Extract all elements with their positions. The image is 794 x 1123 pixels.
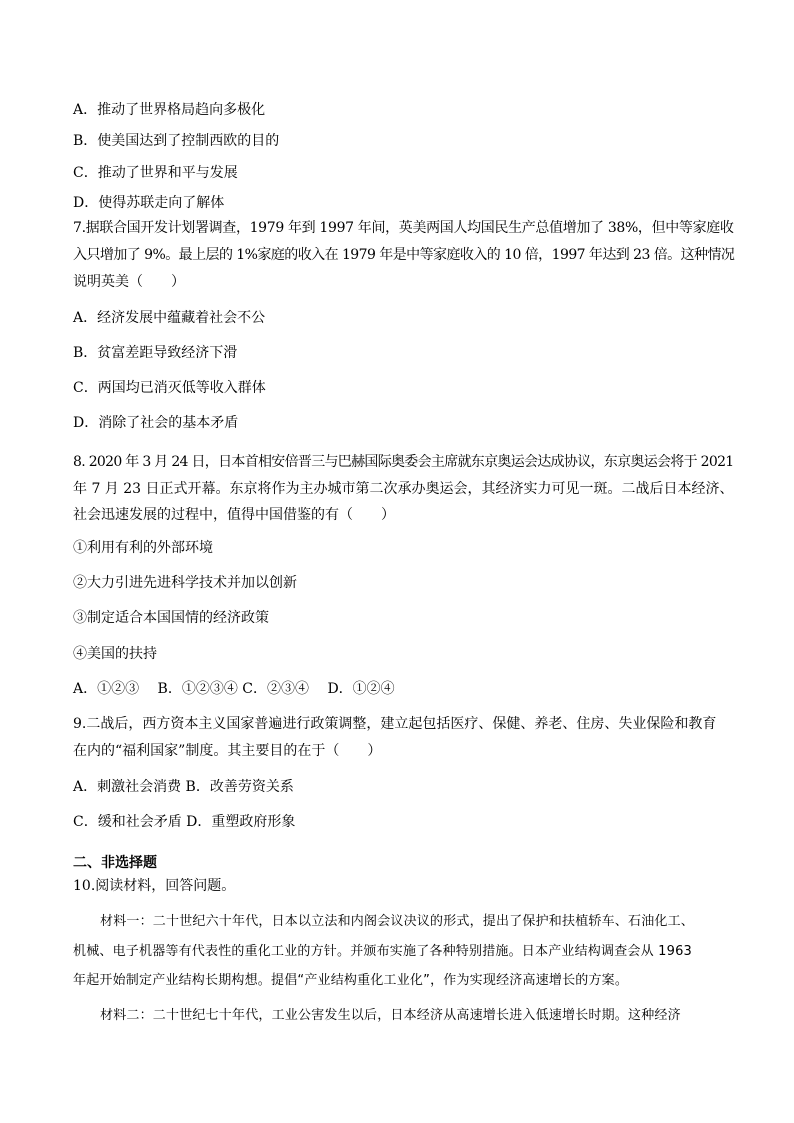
q6-option-d: D．使得苏联走向了解体 (73, 195, 225, 211)
material-2-line-1: 材料二：二十世纪七十年代，工业公害发生以后，日本经济从高速增长进入低速增长时期。这种经济 (100, 1008, 681, 1023)
q7-stem-line-1: 7.据联合国开发计划署调查，1979 年到 1997 年间，英美两国人均国民生产总值增加了 38%，但中等家庭收 (73, 220, 734, 236)
material-1-line-1: 材料一：二十世纪六十年代，日本以立法和内阁会议决议的形式，提出了保护和扶植轿车、石油化工、 (100, 914, 695, 929)
section-title: 二、非选择题 (73, 855, 157, 871)
q6-option-b: B．使美国达到了控制西欧的目的 (73, 133, 280, 149)
q9-stem-line-2: 在内的“福利国家”制度。其主要目的在于（ ） (73, 743, 382, 759)
material-1-line-2: 机械、电子机器等有代表性的重化工业的方针。并颁布实施了各种特别措施。日本产业结构调查会从 1963 (73, 944, 693, 959)
q9-options-line-2: C．缓和社会矛盾 D．重塑政府形象 (73, 814, 296, 830)
q8-item-2: ②大力引进先进科学技术并加以创新 (73, 575, 297, 591)
q8-stem-line-2: 年 7 月 23 日正式开幕。东京将作为主办城市第二次承办奥运会，其经济实力可见一斑。二战后日本经济、 (73, 481, 734, 497)
q8-stem-line-1: 8. 2020 年 3 月 24 日，日本首相安倍晋三与巴赫国际奥委会主席就东京奥运会达成协议，东京奥运会将于 2021 (73, 454, 734, 470)
material-1-line-3: 年起开始制定产业结构长期构想。提倡“产业结构重化工业化”，作为实现经济高速增长的方案。 (73, 973, 629, 988)
q8-item-4: ④美国的扶持 (73, 646, 157, 662)
q8-stem-line-3: 社会迅速发展的过程中，值得中国借鉴的有（ ） (73, 507, 395, 523)
q7-option-b: B．贫富差距导致经济下滑 (73, 345, 238, 361)
q7-stem-line-2: 入只增加了 9%。最上层的 1%家庭的收入在 1979 年是中等家庭收入的 10 倍，1997 年达到 23 倍。这种情况 (73, 247, 735, 263)
q7-stem-line-3: 说明英美（ ） (73, 274, 185, 290)
q9-stem-line-1: 9.二战后，西方资本主义国家普遍进行政策调整，建立起包括医疗、保健、养老、住房、失业保险和教育 (73, 716, 717, 732)
q8-item-3: ③制定适合本国国情的经济政策 (73, 610, 269, 626)
q10-stem: 10.阅读材料，回答问题。 (73, 878, 236, 894)
q6-option-a: A．推动了世界格局趋向多极化 (73, 102, 266, 118)
q8-item-1: ①利用有利的外部环境 (73, 540, 213, 556)
q7-option-a: A．经济发展中蕴藏着社会不公 (73, 310, 266, 326)
q7-option-c: C．两国均已消灭低等收入群体 (73, 380, 266, 396)
q7-option-d: D．消除了社会的基本矛盾 (73, 415, 239, 431)
q9-options-line-1: A．刺激社会消费 B．改善劳资关系 (73, 779, 294, 795)
q6-option-c: C．推动了世界和平与发展 (73, 165, 238, 181)
q8-options: A．①②③ B．①②③④ C．②③④ D．①②④ (73, 681, 395, 697)
